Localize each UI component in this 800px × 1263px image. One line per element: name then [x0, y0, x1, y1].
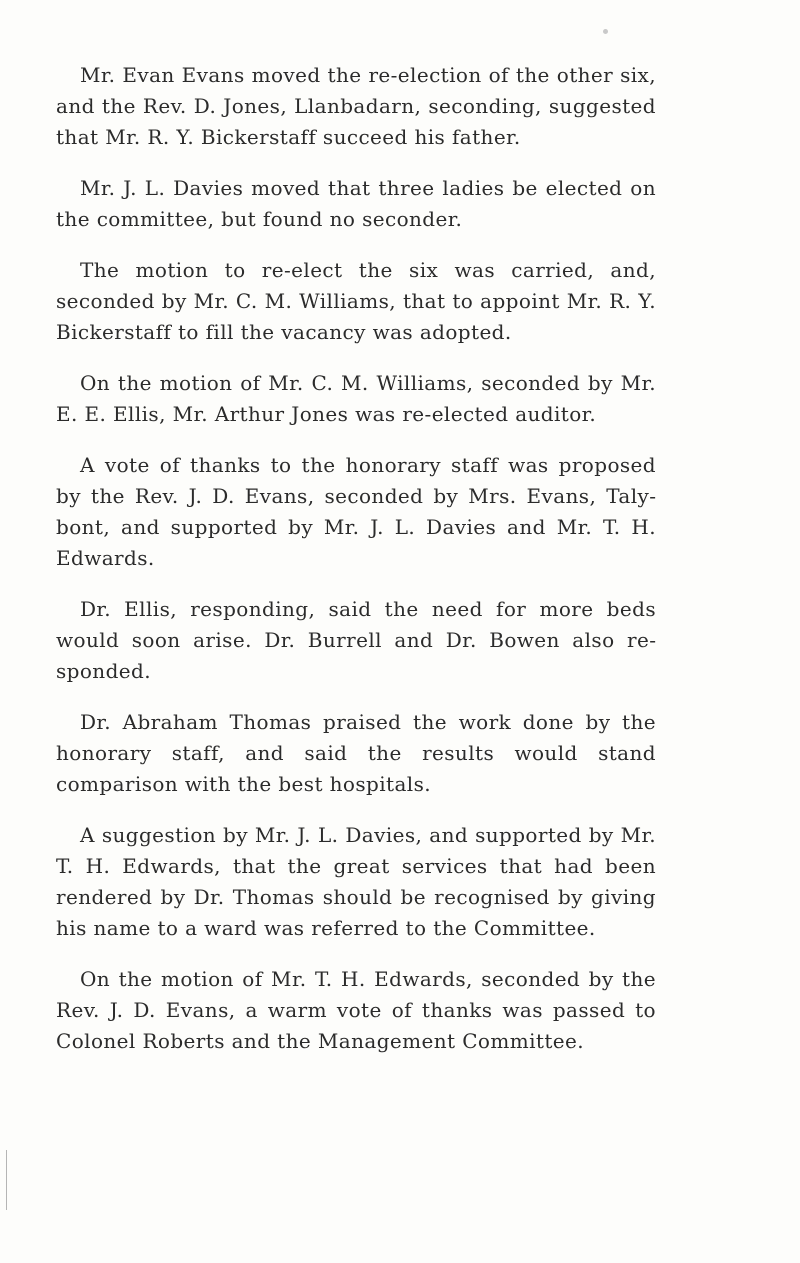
paragraph-vote-of-thanks-staff: A vote of thanks to the honorary staff was proposed by the Rev. J. D. Evans, seconded by Mrs. Evans, Talybont, and supported by Mr. J. L. Davies and Mr. T. H. Edwards. — [56, 453, 656, 570]
paragraph-re-election: Mr. Evan Evans moved the re-election of the other six, and the Rev. D. Jones, Llanbadarn, seconding, suggested that Mr. R. Y. Bickerstaff succeed his father. — [56, 63, 656, 149]
paragraph-dr-ellis-response: Dr. Ellis, responding, said the need for more beds would soon arise. Dr. Burrell and Dr. Bowen also responded. — [56, 597, 656, 683]
paragraph-vote-of-thanks-committee: On the motion of Mr. T. H. Edwards, seconded by the Rev. J. D. Evans, a warm vote of thanks was passed to Colonel Roberts and the Management Committee. — [56, 967, 656, 1053]
scan-edge-line — [6, 1150, 7, 1210]
scan-speck — [603, 29, 608, 34]
paragraph-motion-carried: The motion to re-elect the six was carried, and, seconded by Mr. C. M. Williams, that to appoint Mr. R. Y. Bickerstaff to fill the vacancy was adopted. — [56, 258, 656, 344]
paragraph-ward-suggestion: A suggestion by Mr. J. L. Davies, and supported by Mr. T. H. Edwards, that the great services that had been rendered by Dr. Thomas should be recognised by giving his name to a ward was referred to the Committee. — [56, 823, 656, 940]
paragraph-ladies-motion: Mr. J. L. Davies moved that three ladies be elected on the committee, but found no seconder. — [56, 176, 656, 231]
body-text — [56, 60, 656, 1077]
paragraph-auditor: On the motion of Mr. C. M. Williams, seconded by Mr. E. E. Ellis, Mr. Arthur Jones was re-elected auditor. — [56, 371, 656, 426]
paragraph-dr-thomas-praise: Dr. Abraham Thomas praised the work done by the honorary staff, and said the results would stand comparison with the best hospitals. — [56, 710, 656, 796]
